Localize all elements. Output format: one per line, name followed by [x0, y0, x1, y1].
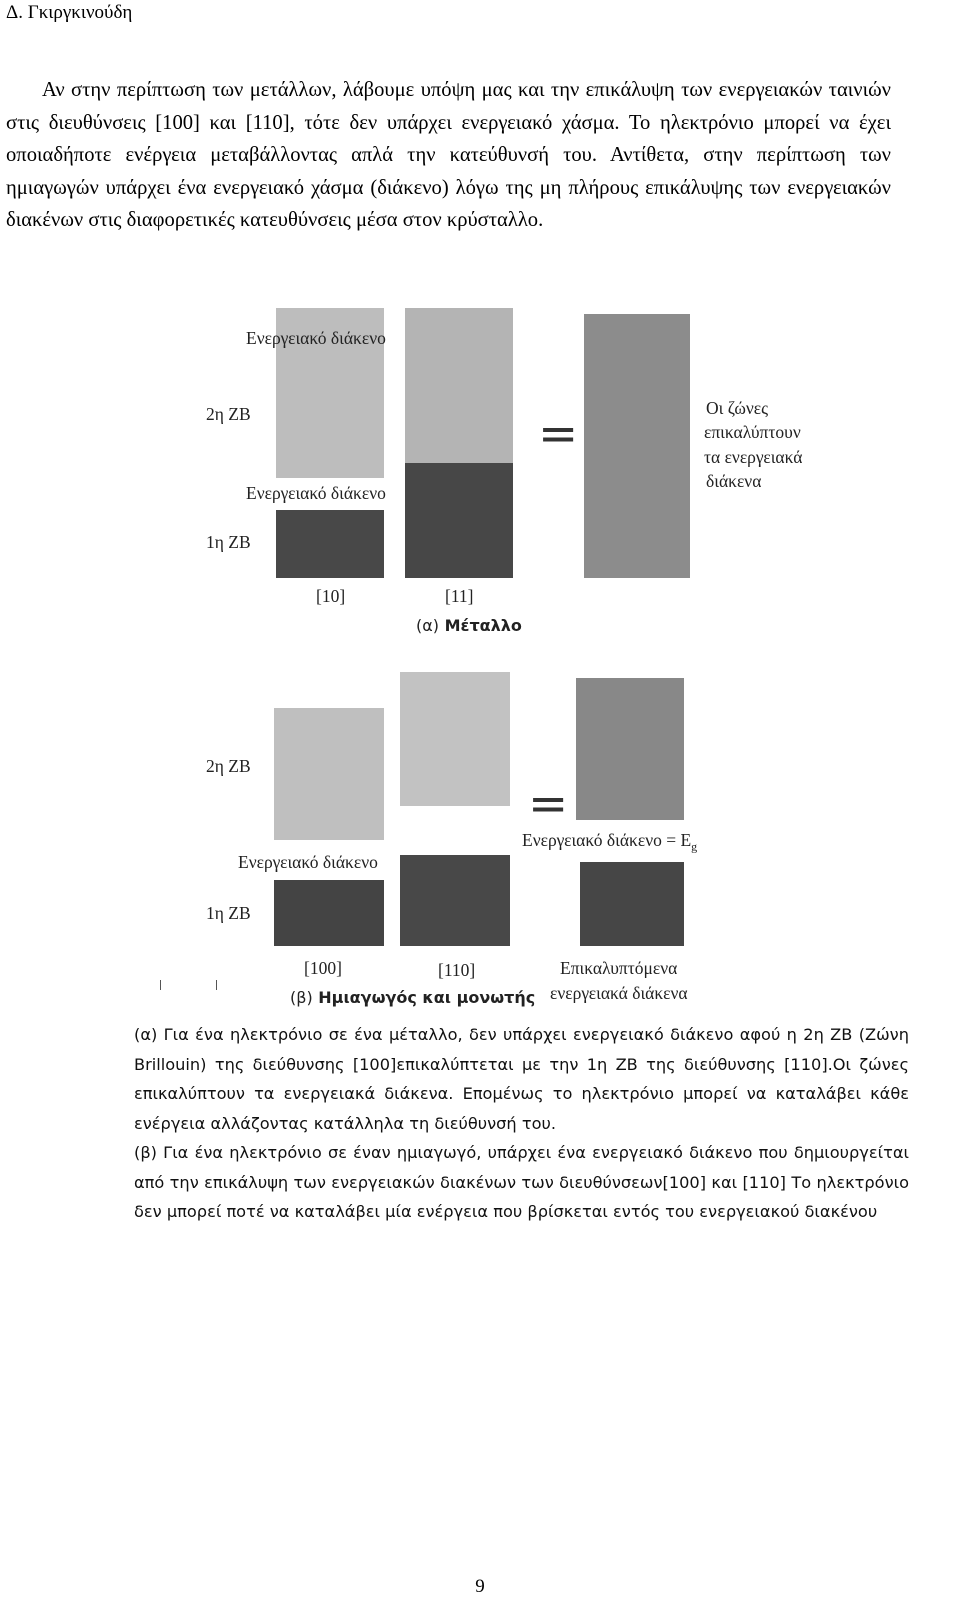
- semi-equals-sign: =: [528, 776, 569, 832]
- semi-result-gap-label: [522, 830, 697, 855]
- caption-part-a: (α) Για ένα ηλεκτρόνιο σε ένα μέταλλο, δεν υπάρχει ενεργειακό διάκενο αφού η 2η ΖΒ (Ζώνη Brillouin) της διεύθυνσης [100]επικαλύπτεται με την 1η ΖΒ της διεύθυνσης [110].Οι ζώνες επικαλύπτουν τα ενεργειακά διάκενα. Επομένως το ηλεκτρόνιο μπορεί να καταλάβει κάθε ενέργεια αλλάζοντας κατάλληλα τη διεύθυνσή του.: [134, 1025, 909, 1133]
- metal-direction-11: [11]: [445, 586, 474, 606]
- semi-subcaption-letter: (β): [290, 988, 313, 1007]
- semi-direction-100: [100]: [304, 958, 342, 978]
- metal-zone1-block-11: [405, 463, 513, 578]
- semi-result-upper-block: [576, 678, 684, 820]
- page-number: 9: [475, 1576, 485, 1597]
- metal-result-line3: τα ενεργειακά: [704, 447, 803, 467]
- scan-mark: [216, 980, 217, 990]
- metal-subcaption: [416, 616, 522, 635]
- semi-zone2-block-100: [274, 708, 384, 840]
- semi-result-gap-text: Ενεργειακό διάκενο = E: [522, 830, 692, 850]
- metal-subcaption-letter: (α): [416, 616, 440, 635]
- figure-caption: [134, 1020, 909, 1227]
- metal-gap-label-mid: Ενεργειακό διάκενο: [246, 483, 386, 503]
- metal-subcaption-word: Μέταλλο: [444, 616, 522, 635]
- metal-gap-label-top: Ενεργειακό διάκενο: [246, 328, 386, 348]
- metal-result-line2: επικαλύπτουν: [704, 422, 801, 442]
- scan-mark: [160, 980, 161, 990]
- semi-zone2-label: 2η ΖΒ: [206, 756, 251, 776]
- semi-direction-110: [110]: [438, 960, 476, 980]
- semi-zone1-label: 1η ΖΒ: [206, 903, 251, 923]
- semi-result-bottom-line2: ενεργειακά διάκενα: [550, 983, 688, 1003]
- metal-zone2-label: 2η ΖΒ: [206, 404, 251, 424]
- caption-part-b: (β) Για ένα ηλεκτρόνιο σε έναν ημιαγωγό, υπάρχει ένα ενεργειακό διάκενο που δημιουργείται από την επικάλυψη των ενεργειακών διακένων των διευθύνσεων[100] και [110] Το ηλεκτρόνιο δεν μπορεί ποτέ να καταλάβει μία ενέργεια που βρίσκεται εντός του ενεργειακού διακένου: [134, 1143, 909, 1221]
- semi-result-lower-block: [580, 862, 684, 946]
- semi-zone2-block-110: [400, 672, 510, 806]
- semi-zone1-block-110: [400, 855, 510, 946]
- semi-result-gap-subscript: g: [691, 839, 698, 854]
- metal-result-block: [584, 314, 690, 578]
- semi-subcaption-word: Ημιαγωγός και μονωτής: [318, 988, 536, 1007]
- semi-gap-label: Ενεργειακό διάκενο: [238, 852, 378, 872]
- metal-result-line4: διάκενα: [706, 471, 762, 491]
- running-header: Δ. Γκιργκινούδη: [6, 2, 133, 23]
- metal-result-line1: Οι ζώνες: [706, 398, 769, 418]
- semi-zone1-block-100: [274, 880, 384, 946]
- semi-result-bottom-line1: Επικαλυπτόμενα: [560, 958, 678, 978]
- metal-zone2-block-11: [405, 308, 513, 463]
- metal-zone1-label: 1η ΖΒ: [206, 532, 251, 552]
- metal-equals-sign: =: [538, 406, 579, 462]
- metal-direction-10: [10]: [316, 586, 346, 606]
- intro-paragraph: Αν στην περίπτωση των μετάλλων, λάβουμε υπόψη μας και την επικάλυψη των ενεργειακών ταινιών στις διευθύνσεις [100] και [110], τότε δεν υπάρχει ενεργειακό χάσμα. Το ηλεκτρόνιο μπορεί να έχει οποιαδήποτε ενέργεια μεταβάλλοντας απλά την κατεύθυνσή του. Αντίθετα, στην περίπτωση των ημιαγωγών υπάρχει ένα ενεργειακό χάσμα (διάκενο) λόγω της μη πλήρους επικάλυψης των ενεργειακών διακένων στις διαφορετικές κατευθύνσεις μέσα στον κρύσταλλο.: [6, 79, 891, 231]
- metal-zone1-block-10: [276, 510, 384, 578]
- semi-subcaption: [290, 988, 535, 1007]
